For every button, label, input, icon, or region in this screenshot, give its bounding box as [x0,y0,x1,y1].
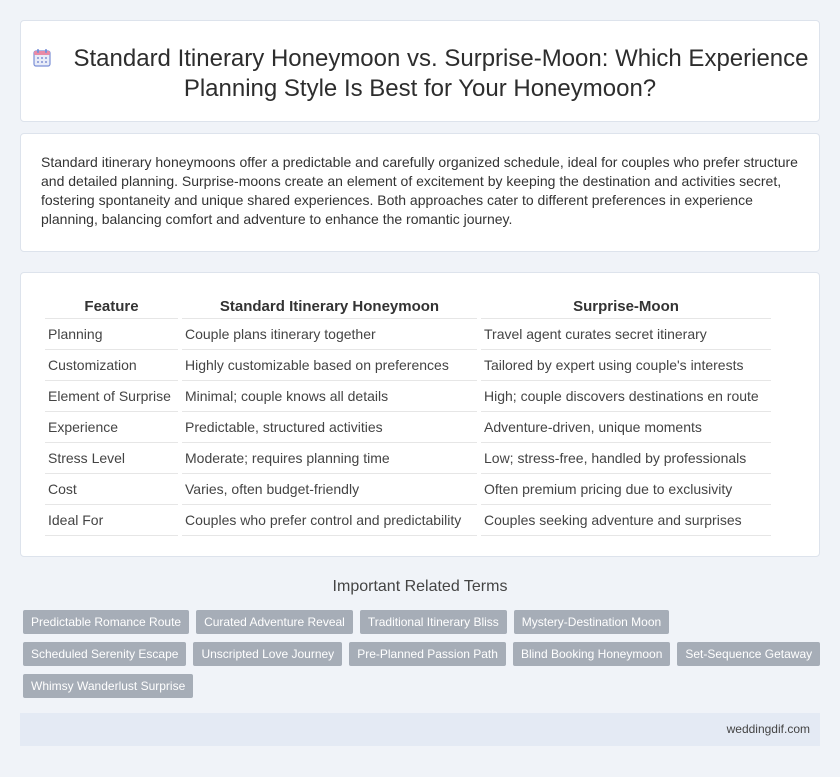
term-tag[interactable]: Whimsy Wanderlust Surprise [23,674,193,698]
related-terms-list [23,610,823,698]
header-feature: Feature [45,295,178,319]
page-title [21,21,819,104]
table-cell: Experience [45,412,178,443]
term-tag[interactable]: Pre-Planned Passion Path [349,642,506,666]
footer [20,713,820,746]
table-cell: Minimal; couple knows all details [182,381,477,412]
table-cell: Element of Surprise [45,381,178,412]
table-cell: Cost [45,474,178,505]
term-tag[interactable]: Blind Booking Honeymoon [513,642,670,666]
table-cell: Moderate; requires planning time [182,443,477,474]
table-cell: Couples seeking adventure and surprises [481,505,771,536]
term-tag[interactable]: Curated Adventure Reveal [196,610,353,634]
table-row [45,505,771,536]
header-surprise: Surprise-Moon [481,295,771,319]
table-cell: Tailored by expert using couple's interests [481,350,771,381]
term-tag[interactable]: Predictable Romance Route [23,610,189,634]
table-row [45,443,771,474]
table-header-row [45,295,771,319]
table-cell: Highly customizable based on preferences [182,350,477,381]
table-cell: Customization [45,350,178,381]
term-tag[interactable]: Mystery-Destination Moon [514,610,669,634]
table-cell: Often premium pricing due to exclusivity [481,474,771,505]
table-cell: Couple plans itinerary together [182,319,477,350]
term-tag[interactable]: Unscripted Love Journey [193,642,342,666]
term-tag[interactable]: Set-Sequence Getaway [677,642,820,666]
table-cell: Predictable, structured activities [182,412,477,443]
table-cell: Stress Level [45,443,178,474]
table-row [45,350,771,381]
comparison-table [41,295,775,536]
table-cell: Low; stress-free, handled by professionals [481,443,771,474]
table-cell: Couples who prefer control and predictability [182,505,477,536]
table-row [45,381,771,412]
intro-paragraph: Standard itinerary honeymoons offer a predictable and carefully organized schedule, ideal for couples who prefer structure and detailed planning. Surprise-moons create an element of excitement by keeping the destination and activities secret, fostering spontaneity and unique shared experiences. Both approaches cater to different preferences in experience planning, balancing comfort and adventure to enhance the romantic journey. [41,154,798,227]
header-standard: Standard Itinerary Honeymoon [182,295,477,319]
table-cell: Planning [45,319,178,350]
footer-site-link[interactable]: weddingdif.com [726,722,810,736]
table-cell: Ideal For [45,505,178,536]
term-tag[interactable]: Scheduled Serenity Escape [23,642,186,666]
term-tag[interactable]: Traditional Itinerary Bliss [360,610,507,634]
table-row [45,474,771,505]
comparison-card [20,272,820,557]
intro-card [20,133,820,252]
table-cell: High; couple discovers destinations en route [481,381,771,412]
table-cell: Adventure-driven, unique moments [481,412,771,443]
calendar-icon [32,46,52,66]
title-card [20,20,820,122]
related-terms-heading: Important Related Terms [332,578,508,595]
table-row [45,319,771,350]
table-row [45,412,771,443]
table-cell: Varies, often budget-friendly [182,474,477,505]
table-cell: Travel agent curates secret itinerary [481,319,771,350]
page-title-text: Standard Itinerary Honeymoon vs. Surprise-Moon: Which Experience Planning Style Is Best for Your Honeymoon? [73,45,809,102]
